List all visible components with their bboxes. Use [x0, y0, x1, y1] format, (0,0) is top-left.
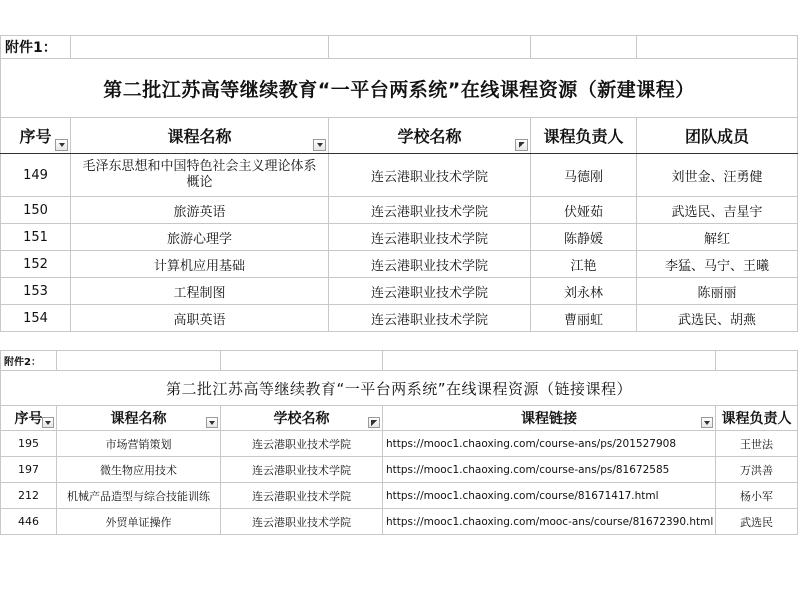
- filter-active-icon[interactable]: [515, 139, 528, 151]
- cell-course[interactable]: 微生物应用技术: [57, 457, 221, 483]
- filter-dropdown-icon[interactable]: [55, 139, 68, 151]
- header-label: 课程链接: [521, 411, 577, 427]
- header-course[interactable]: [57, 406, 221, 431]
- cell-no[interactable]: 197: [1, 457, 57, 483]
- header-label: 课程负责人: [721, 411, 792, 427]
- header-label: 课程负责人: [543, 127, 624, 146]
- cell-school[interactable]: 连云港职业技术学院: [329, 154, 531, 197]
- header-label: 课程名称: [167, 127, 232, 146]
- header-label: 学校名称: [397, 127, 462, 146]
- cell-course[interactable]: 旅游心理学: [71, 224, 329, 251]
- cell-course[interactable]: 毛泽东思想和中国特色社会主义理论体系概论: [71, 154, 329, 197]
- cell-no[interactable]: 154: [1, 305, 71, 332]
- cell-no[interactable]: 152: [1, 251, 71, 278]
- table-row[interactable]: [1, 278, 798, 305]
- header-label: 学校名称: [273, 411, 330, 427]
- table-row[interactable]: [1, 457, 798, 483]
- header-label: 序号: [14, 411, 43, 427]
- cell-lead[interactable]: 万洪善: [716, 457, 798, 483]
- empty-cell[interactable]: [531, 36, 637, 59]
- cell-school[interactable]: 连云港职业技术学院: [329, 278, 531, 305]
- table-row[interactable]: [1, 431, 798, 457]
- cell-school[interactable]: 连云港职业技术学院: [221, 483, 383, 509]
- cell-school[interactable]: 连云港职业技术学院: [221, 431, 383, 457]
- cell-team[interactable]: 武选民、胡燕: [637, 305, 798, 332]
- table-row[interactable]: [1, 224, 798, 251]
- empty-cell[interactable]: [329, 36, 531, 59]
- cell-no[interactable]: 153: [1, 278, 71, 305]
- cell-no[interactable]: 151: [1, 224, 71, 251]
- cell-school[interactable]: 连云港职业技术学院: [329, 224, 531, 251]
- cell-no[interactable]: 212: [1, 483, 57, 509]
- cell-team[interactable]: 武选民、吉星宇: [637, 197, 798, 224]
- filter-dropdown-icon[interactable]: [206, 417, 218, 428]
- cell-lead[interactable]: 马德刚: [531, 154, 637, 197]
- cell-lead[interactable]: 武选民: [716, 509, 798, 535]
- header-label: 团队成员: [684, 127, 749, 146]
- header-school[interactable]: [221, 406, 383, 431]
- cell-no[interactable]: 149: [1, 154, 71, 197]
- filter-dropdown-icon[interactable]: [701, 417, 713, 428]
- attachment-label: 附件2：: [1, 351, 57, 371]
- filter-dropdown-icon[interactable]: [42, 417, 54, 428]
- filter-dropdown-icon[interactable]: [313, 139, 326, 151]
- table-row[interactable]: [1, 483, 798, 509]
- cell-link[interactable]: https://mooc1.chaoxing.com/course/81671417.html: [383, 483, 716, 509]
- cell-lead[interactable]: 伏娅茹: [531, 197, 637, 224]
- table-title: 第二批江苏高等继续教育“一平台两系统”在线课程资源（链接课程）: [1, 371, 798, 406]
- cell-link[interactable]: https://mooc1.chaoxing.com/course-ans/ps/201527908: [383, 431, 716, 457]
- cell-lead[interactable]: 陈静媛: [531, 224, 637, 251]
- empty-cell[interactable]: [637, 36, 798, 59]
- empty-cell[interactable]: [383, 351, 716, 371]
- cell-link[interactable]: https://mooc1.chaoxing.com/course-ans/ps/81672585: [383, 457, 716, 483]
- header-lead[interactable]: [716, 406, 798, 431]
- cell-school[interactable]: 连云港职业技术学院: [221, 509, 383, 535]
- cell-team[interactable]: 解红: [637, 224, 798, 251]
- empty-cell[interactable]: [57, 351, 221, 371]
- linked-courses-table: [0, 350, 798, 535]
- empty-cell[interactable]: [221, 351, 383, 371]
- header-school[interactable]: [329, 118, 531, 154]
- cell-course[interactable]: 高职英语: [71, 305, 329, 332]
- cell-school[interactable]: 连云港职业技术学院: [221, 457, 383, 483]
- cell-lead[interactable]: 江艳: [531, 251, 637, 278]
- header-no[interactable]: [1, 406, 57, 431]
- cell-no[interactable]: 195: [1, 431, 57, 457]
- table-row[interactable]: [1, 509, 798, 535]
- cell-school[interactable]: 连云港职业技术学院: [329, 305, 531, 332]
- cell-link[interactable]: https://mooc1.chaoxing.com/mooc-ans/course/81672390.html: [383, 509, 716, 535]
- cell-team[interactable]: 李猛、马宁、王曦: [637, 251, 798, 278]
- cell-no[interactable]: 150: [1, 197, 71, 224]
- table-row[interactable]: [1, 305, 798, 332]
- cell-course[interactable]: 旅游英语: [71, 197, 329, 224]
- cell-course[interactable]: 计算机应用基础: [71, 251, 329, 278]
- filter-active-icon[interactable]: [368, 417, 380, 428]
- header-label: 课程名称: [110, 411, 167, 427]
- new-courses-table: [0, 35, 798, 332]
- attachment-label: 附件1：: [1, 36, 71, 59]
- table-row[interactable]: [1, 154, 798, 197]
- header-no[interactable]: [1, 118, 71, 154]
- table-title: 第二批江苏高等继续教育“一平台两系统”在线课程资源（新建课程）: [1, 59, 798, 118]
- cell-course[interactable]: 工程制图: [71, 278, 329, 305]
- cell-team[interactable]: 陈丽丽: [637, 278, 798, 305]
- cell-course[interactable]: 机械产品造型与综合技能训练: [57, 483, 221, 509]
- cell-lead[interactable]: 刘永林: [531, 278, 637, 305]
- header-lead[interactable]: [531, 118, 637, 154]
- cell-school[interactable]: 连云港职业技术学院: [329, 251, 531, 278]
- empty-cell[interactable]: [716, 351, 798, 371]
- header-course[interactable]: [71, 118, 329, 154]
- cell-lead[interactable]: 曹丽虹: [531, 305, 637, 332]
- cell-lead[interactable]: 杨小军: [716, 483, 798, 509]
- header-label: 序号: [19, 127, 52, 146]
- cell-course[interactable]: 外贸单证操作: [57, 509, 221, 535]
- table-row[interactable]: [1, 197, 798, 224]
- header-team[interactable]: [637, 118, 798, 154]
- empty-cell[interactable]: [71, 36, 329, 59]
- cell-lead[interactable]: 王世法: [716, 431, 798, 457]
- header-link[interactable]: [383, 406, 716, 431]
- cell-team[interactable]: 刘世金、汪勇健: [637, 154, 798, 197]
- cell-school[interactable]: 连云港职业技术学院: [329, 197, 531, 224]
- cell-course[interactable]: 市场营销策划: [57, 431, 221, 457]
- table-row[interactable]: [1, 251, 798, 278]
- cell-no[interactable]: 446: [1, 509, 57, 535]
